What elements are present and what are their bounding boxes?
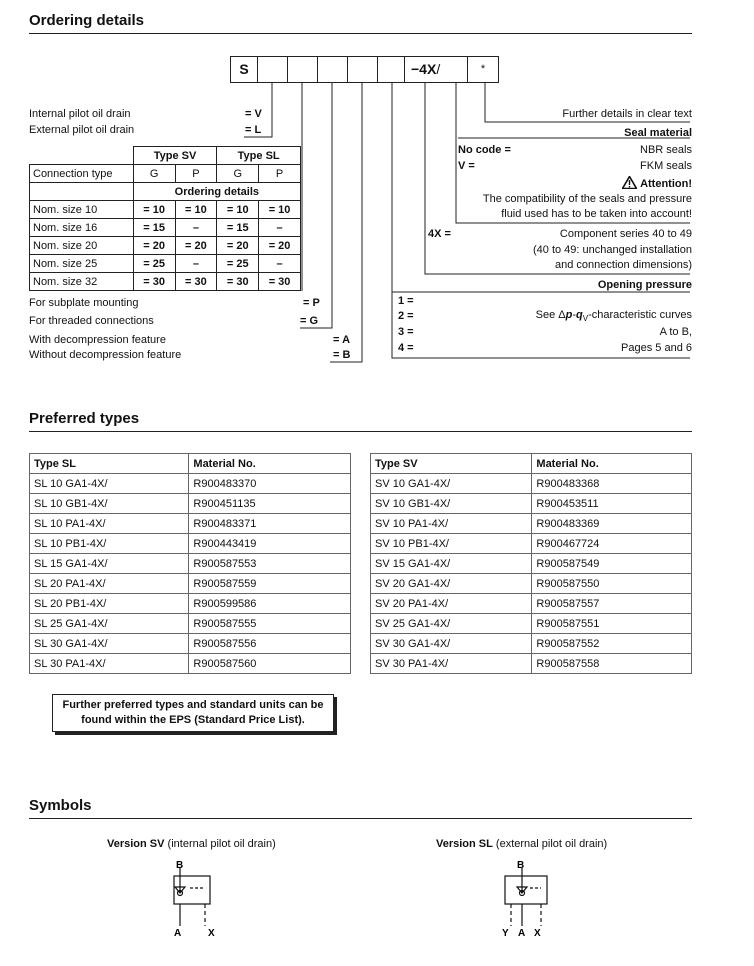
opening-pressure-title: Opening pressure <box>597 279 692 291</box>
compatibility-line2: fluid used has to be taken into account! <box>501 208 692 220</box>
sv-type-cell: SV 10 GA1-4X/ <box>371 474 532 494</box>
sv-material-cell: R900587552 <box>532 634 692 654</box>
table-row <box>371 514 692 534</box>
attention-notice <box>622 176 692 190</box>
size-cell: = 15 <box>133 219 175 237</box>
ordering-size-table <box>29 146 301 291</box>
sv-material-cell: R900453511 <box>532 494 692 514</box>
empty-cell <box>30 147 134 165</box>
series-code-label: 4X = <box>428 228 451 240</box>
type-sv-header: Type SV <box>133 147 217 165</box>
preferred-sv-table <box>370 453 692 674</box>
size-cell: = 10 <box>217 201 259 219</box>
table-row <box>30 147 301 165</box>
code-box-s: S <box>230 56 258 83</box>
ordering-title: Ordering details <box>29 12 145 29</box>
size-cell: = 30 <box>217 273 259 291</box>
sl-material-cell: R900587555 <box>189 614 351 634</box>
size-cell: = 20 <box>175 237 217 255</box>
sv-type-cell: SV 30 PA1-4X/ <box>371 654 532 674</box>
without-decompression-code: = B <box>333 349 351 361</box>
sl-type-cell: SL 10 GA1-4X/ <box>30 474 189 494</box>
sl-type-cell: SL 10 GB1-4X/ <box>30 494 189 514</box>
subplate-label: For subplate mounting <box>29 297 139 309</box>
preferred-title-rule <box>29 431 692 432</box>
drain-external-label: External pilot oil drain <box>29 124 135 136</box>
sv-type-header: Type SV <box>371 454 532 474</box>
sl-type-cell: SL 10 PA1-4X/ <box>30 514 189 534</box>
version-sl-bold: Version SL <box>436 838 493 850</box>
sv-material-cell: R900467724 <box>532 534 692 554</box>
eps-note-box <box>52 694 334 732</box>
with-decompression-label: With decompression feature <box>29 334 166 346</box>
sl-material-cell: R900587553 <box>189 554 351 574</box>
size-cell: = 10 <box>259 201 301 219</box>
size-cell: = 10 <box>175 201 217 219</box>
version-sv-caption <box>107 838 276 850</box>
sv-material-cell: R900587551 <box>532 614 692 634</box>
type-sl-header: Type SL <box>217 147 301 165</box>
drain-external-code: = L <box>245 124 262 136</box>
size-label: Nom. size 20 <box>30 237 134 255</box>
pressure-code-3: 3 = <box>398 326 414 338</box>
conn-cell: P <box>175 165 217 183</box>
sl-type-cell: SL 25 GA1-4X/ <box>30 614 189 634</box>
sl-type-cell: SL 20 PB1-4X/ <box>30 594 189 614</box>
sl-material-cell: R900483370 <box>189 474 351 494</box>
sl-material-cell: R900599586 <box>189 594 351 614</box>
table-row <box>371 554 692 574</box>
series-slash: / <box>436 61 441 77</box>
sv-material-cell: R900587557 <box>532 594 692 614</box>
pressure-code-1: 1 = <box>398 295 414 307</box>
ordering-details-header: Ordering details <box>133 183 300 201</box>
sv-material-header: Material No. <box>532 454 692 474</box>
size-cell: = 25 <box>133 255 175 273</box>
conn-cell: G <box>133 165 175 183</box>
sv-type-cell: SV 10 GB1-4X/ <box>371 494 532 514</box>
size-cell: – <box>175 219 217 237</box>
sl-material-cell: R900443419 <box>189 534 351 554</box>
sl-port-a: A <box>518 928 526 938</box>
table-row <box>30 574 351 594</box>
sl-type-cell: SL 15 GA1-4X/ <box>30 554 189 574</box>
table-row <box>371 654 692 674</box>
sv-port-a: A <box>174 928 182 938</box>
see-q: q <box>576 309 583 321</box>
size-cell: – <box>259 219 301 237</box>
sv-type-cell: SV 15 GA1-4X/ <box>371 554 532 574</box>
a-to-b-text: A to B, <box>659 326 692 338</box>
table-row <box>371 534 692 554</box>
table-row <box>30 534 351 554</box>
compatibility-line1: The compatibility of the seals and pressure <box>482 193 692 205</box>
table-row <box>30 165 301 183</box>
table-row <box>371 614 692 634</box>
sv-port-x: X <box>208 928 215 938</box>
characteristic-curves-text <box>536 309 692 323</box>
eps-note-line1: Further preferred types and standard units can be <box>62 699 324 711</box>
sv-material-cell: R900587550 <box>532 574 692 594</box>
version-sv-rest: (internal pilot oil drain) <box>164 838 276 850</box>
preferred-types-title: Preferred types <box>29 410 140 427</box>
sl-type-cell: SL 10 PB1-4X/ <box>30 534 189 554</box>
table-row <box>30 554 351 574</box>
table-header-row <box>30 454 351 474</box>
connection-type-label: Connection type <box>30 165 134 183</box>
sv-port-b: B <box>176 860 184 871</box>
sl-material-cell: R900587556 <box>189 634 351 654</box>
size-cell: = 20 <box>217 237 259 255</box>
size-label: Nom. size 25 <box>30 255 134 273</box>
attention-label: Attention! <box>640 178 692 190</box>
size-label: Nom. size 16 <box>30 219 134 237</box>
table-row <box>30 594 351 614</box>
table-row <box>30 614 351 634</box>
further-details-text: Further details in clear text <box>562 108 692 120</box>
sl-material-cell: R900483371 <box>189 514 351 534</box>
size-label: Nom. size 32 <box>30 273 134 291</box>
pages-text: Pages 5 and 6 <box>621 342 692 354</box>
subplate-code: = P <box>303 297 320 309</box>
sl-material-header: Material No. <box>189 454 351 474</box>
version-sl-rest: (external pilot oil drain) <box>492 838 608 850</box>
threaded-code: = G <box>300 315 319 327</box>
size-cell: = 10 <box>133 201 175 219</box>
version-sl-symbol <box>495 858 565 938</box>
version-sv-symbol <box>160 858 230 938</box>
table-row <box>371 474 692 494</box>
empty-cell <box>30 183 134 201</box>
drain-internal-label: Internal pilot oil drain <box>29 108 131 120</box>
table-row <box>371 574 692 594</box>
eps-note-line2: found within the EPS (Standard Price List). <box>81 714 305 726</box>
table-row <box>30 514 351 534</box>
sv-material-cell: R900587558 <box>532 654 692 674</box>
no-code-label: No code = <box>458 144 511 156</box>
sv-material-cell: R900587549 <box>532 554 692 574</box>
sv-material-cell: R900483368 <box>532 474 692 494</box>
nbr-seals: NBR seals <box>640 144 692 156</box>
table-row <box>30 237 301 255</box>
conn-cell: G <box>217 165 259 183</box>
size-cell: = 30 <box>133 273 175 291</box>
size-cell: = 20 <box>133 237 175 255</box>
sl-type-cell: SL 20 PA1-4X/ <box>30 574 189 594</box>
series-line2: (40 to 49: unchanged installation <box>532 244 692 256</box>
size-cell: – <box>259 255 301 273</box>
table-row <box>30 474 351 494</box>
see-v: V <box>582 314 589 324</box>
size-cell: = 25 <box>217 255 259 273</box>
see-suffix: -characteristic curves <box>588 309 692 321</box>
sv-type-cell: SV 10 PA1-4X/ <box>371 514 532 534</box>
table-row <box>30 219 301 237</box>
threaded-label: For threaded connections <box>29 315 154 327</box>
size-cell: = 15 <box>217 219 259 237</box>
seal-material-title: Seal material <box>624 127 692 139</box>
pressure-code-4: 4 = <box>398 342 414 354</box>
fkm-seals: FKM seals <box>640 160 692 172</box>
table-header-row <box>371 454 692 474</box>
sv-type-cell: SV 20 PA1-4X/ <box>371 594 532 614</box>
table-row <box>30 255 301 273</box>
table-row <box>30 634 351 654</box>
conn-cell: P <box>259 165 301 183</box>
with-decompression-code: = A <box>333 334 351 346</box>
sl-type-header: Type SL <box>30 454 189 474</box>
drain-internal-code: = V <box>245 108 262 120</box>
size-cell: = 30 <box>175 273 217 291</box>
sl-port-x: X <box>534 928 541 938</box>
table-row <box>30 201 301 219</box>
sv-type-cell: SV 10 PB1-4X/ <box>371 534 532 554</box>
see-prefix: See Δ <box>535 309 566 321</box>
size-label: Nom. size 10 <box>30 201 134 219</box>
code-box-further: * <box>467 56 499 83</box>
table-row <box>30 654 351 674</box>
version-sl-caption <box>436 838 607 850</box>
sl-material-cell: R900587559 <box>189 574 351 594</box>
series-line1: Component series 40 to 49 <box>559 228 692 240</box>
series-code: −4X <box>411 61 437 77</box>
series-line3: and connection dimensions) <box>555 259 692 271</box>
size-cell: – <box>175 255 217 273</box>
symbols-title: Symbols <box>29 797 92 814</box>
see-dash: - <box>572 309 576 321</box>
size-cell: = 30 <box>259 273 301 291</box>
version-sv-bold: Version SV <box>107 838 165 850</box>
table-row <box>30 183 301 201</box>
symbols-title-rule <box>29 818 692 819</box>
warning-icon <box>622 176 637 189</box>
sl-type-cell: SL 30 PA1-4X/ <box>30 654 189 674</box>
size-cell: = 20 <box>259 237 301 255</box>
sv-type-cell: SV 20 GA1-4X/ <box>371 574 532 594</box>
pressure-code-2: 2 = <box>398 310 414 322</box>
table-row <box>371 634 692 654</box>
sv-material-cell: R900483369 <box>532 514 692 534</box>
table-row <box>371 494 692 514</box>
sl-type-cell: SL 30 GA1-4X/ <box>30 634 189 654</box>
table-row <box>30 273 301 291</box>
v-code-label: V = <box>458 160 475 172</box>
without-decompression-label: Without decompression feature <box>29 349 182 361</box>
sl-material-cell: R900451135 <box>189 494 351 514</box>
sl-port-y: Y <box>502 928 509 938</box>
sl-port-b: B <box>517 860 525 871</box>
preferred-sl-table <box>29 453 351 674</box>
sv-type-cell: SV 30 GA1-4X/ <box>371 634 532 654</box>
table-row <box>371 594 692 614</box>
sl-material-cell: R900587560 <box>189 654 351 674</box>
table-row <box>30 494 351 514</box>
see-p: p <box>565 309 573 321</box>
sv-type-cell: SV 25 GA1-4X/ <box>371 614 532 634</box>
